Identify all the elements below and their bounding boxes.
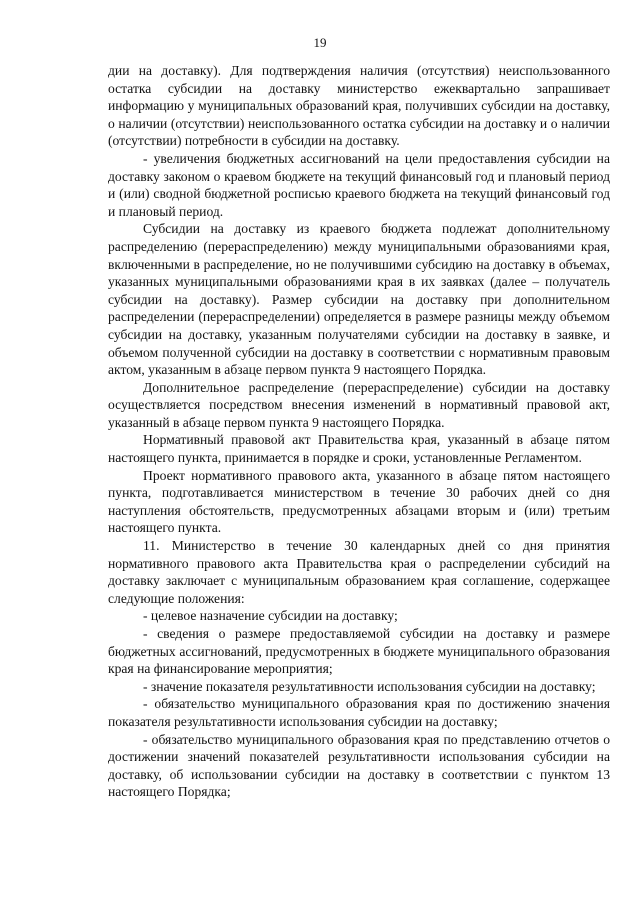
- list-item-obligation-reports: - обязательство муниципального образования края по представлению отчетов о достижении значений показателей результативности использования субсидии на доставку, об использовании субсидии на доставку в соответствии с пунктом 13 настоящего Порядка;: [108, 731, 610, 800]
- paragraph-redistribution: Субсидии на доставку из краевого бюджета подлежат дополнительному распределению (перераспределению) между муниципальными образованиями края, включенными в распределение, но не получившими субсидию на доставку в объемах, указанных муниципальными образованиями края в их заявках (далее – получатель субсидии на доставку). Размер субсидии на доставку при дополнительном распределении (перераспределении) определяется в размере разницы между объемом субсидии на доставку, указанным получателями субсидии на доставку в заявке, и объемом полученной субсидии на доставку в соответствии с нормативным правовым актом, указанным в абзаце первом пункта 9 настоящего Порядка.: [108, 221, 610, 378]
- paragraph-continuation: дии на доставку). Для подтверждения наличия (отсутствия) неиспользованного остатка субсидии на доставку министерство ежеквартально запрашивает информацию у муниципальных образований края, получивших субсидии на доставку, о наличии (отсутствии) неиспользованного остатка субсидии на доставку и о наличии (отсутствии) потребности в субсидии на доставку.: [108, 63, 610, 149]
- list-item-obligation-achievement: - обязательство муниципального образования края по достижению значения показателя результативности использования субсидии на доставку;: [108, 696, 610, 729]
- list-item-indicator: - значение показателя результативности использования субсидии на доставку;: [143, 678, 596, 694]
- paragraph-additional-distribution: Дополнительное распределение (перераспределение) субсидии на доставку осуществляется посредством внесения изменений в нормативный правовой акт, указанный в абзаце первом пункта 9 настоящего Порядка.: [108, 379, 610, 430]
- page-number: 19: [313, 35, 327, 50]
- paragraph-budget-increase: - увеличения бюджетных ассигнований на цели предоставления субсидии на доставку законом о краевом бюджете на текущий финансовый год и плановый период и (или) сводной бюджетной росписью краевого бюджета на текущий финансовый год и плановый период.: [108, 150, 610, 219]
- list-item-amount: - сведения о размере предоставляемой субсидии на доставку и размере бюджетных ассигнований, предусмотренных в бюджете муниципального образования края на финансирование мероприятия;: [108, 626, 610, 677]
- paragraph-item-11: 11. Министерство в течение 30 календарных дней со дня принятия нормативного правового акта Правительства края о распределении субсидий на доставку заключает с муниципальным образованием края соглашение, содержащее следующие положения:: [108, 538, 610, 606]
- paragraph-draft-act: Проект нормативного правового акта, указанного в абзаце пятом настоящего пункта, подготавливается министерством в течение 30 рабочих дней со дня наступления обстоятельств, предусмотренных абзацами вторым и (или) третьим настоящего пункта.: [108, 467, 610, 536]
- body-text: [108, 62, 610, 801]
- list-item-purpose: - целевое назначение субсидии на доставку;: [143, 608, 398, 624]
- paragraph-normative-act: Нормативный правовой акт Правительства края, указанный в абзаце пятом настоящего пункта, принимается в порядке и сроки, установленные Регламентом.: [108, 432, 610, 466]
